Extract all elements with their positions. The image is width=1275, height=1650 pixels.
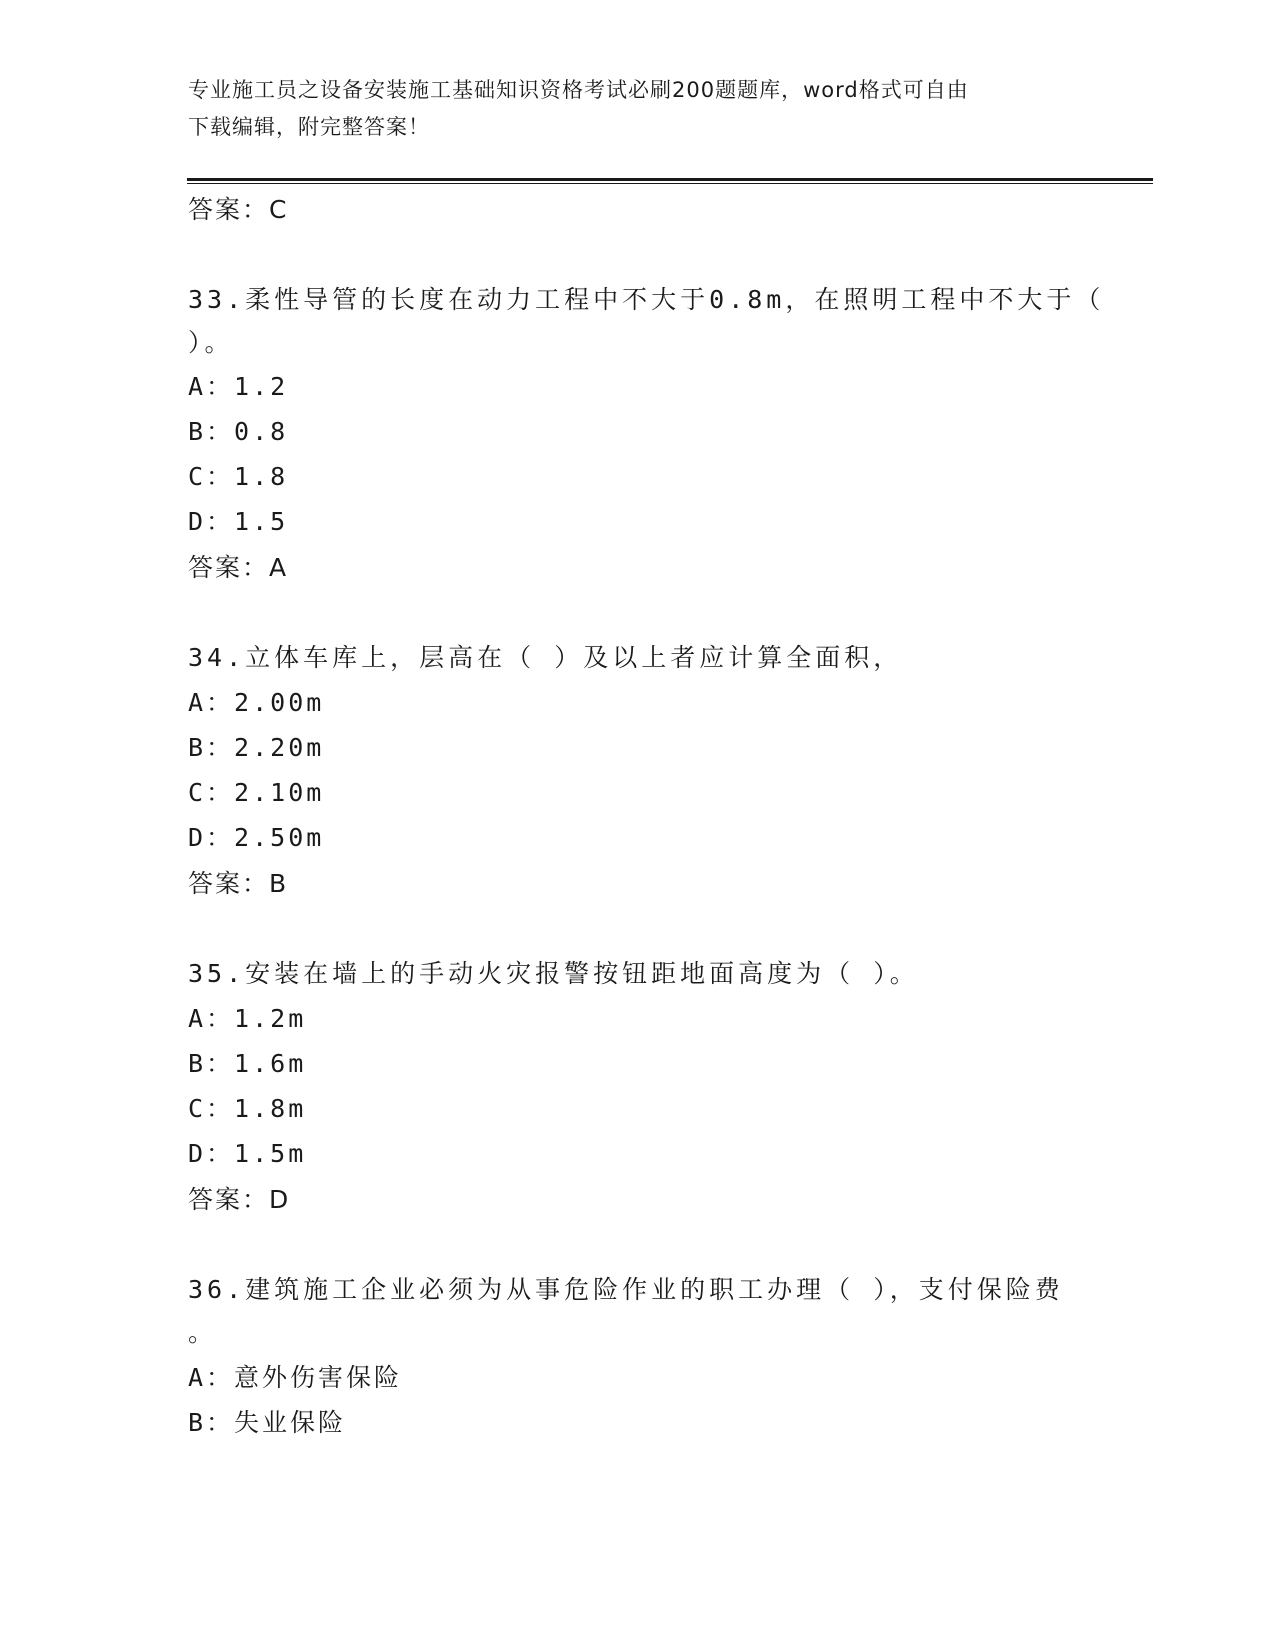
question-33-stem-cont: ）。 — [188, 328, 234, 357]
header-line-1: 专业施工员之设备安装施工基础知识资格考试必刷200题题库，word格式可自由 — [188, 78, 969, 102]
question-34-option-d: D：2.50m — [188, 823, 325, 852]
question-36-option-b: B：失业保险 — [188, 1408, 347, 1437]
question-33-option-b: B：0.8 — [188, 417, 289, 446]
previous-answer: 答案：C — [188, 195, 289, 224]
question-35-option-d: D：1.5m — [188, 1139, 307, 1168]
header-divider-thin — [187, 183, 1153, 184]
question-36-stem-cont: 。 — [188, 1318, 218, 1347]
question-34-stem: 34.立体车库上，层高在（ ）及以上者应计算全面积， — [188, 643, 903, 672]
question-34-option-a: A：2.00m — [188, 688, 325, 717]
question-33-stem: 33.柔性导管的长度在动力工程中不大于0.8m，在照明工程中不大于（ — [188, 285, 1105, 314]
question-35-option-c: C：1.8m — [188, 1094, 307, 1123]
header-line-2: 下载编辑，附完整答案！ — [188, 115, 430, 139]
question-33-option-c: C：1.8 — [188, 462, 289, 491]
header-divider-thick — [187, 178, 1153, 181]
question-33-option-d: D：1.5 — [188, 507, 289, 536]
question-35-answer: 答案：D — [188, 1185, 291, 1214]
question-35-option-b: B：1.6m — [188, 1049, 307, 1078]
question-34-option-b: B：2.20m — [188, 733, 325, 762]
question-35-stem: 35.安装在墙上的手动火灾报警按钮距地面高度为（ ）。 — [188, 959, 919, 988]
question-36-stem: 36.建筑施工企业必须为从事危险作业的职工办理（ ），支付保险费 — [188, 1275, 1064, 1304]
question-36-option-a: A：意外伤害保险 — [188, 1363, 403, 1392]
question-33-option-a: A：1.2 — [188, 372, 289, 401]
question-34-option-c: C：2.10m — [188, 778, 325, 807]
question-35-option-a: A：1.2m — [188, 1004, 307, 1033]
question-34-answer: 答案：B — [188, 869, 289, 898]
question-33-answer: 答案：A — [188, 553, 289, 582]
document-header — [188, 72, 1068, 146]
